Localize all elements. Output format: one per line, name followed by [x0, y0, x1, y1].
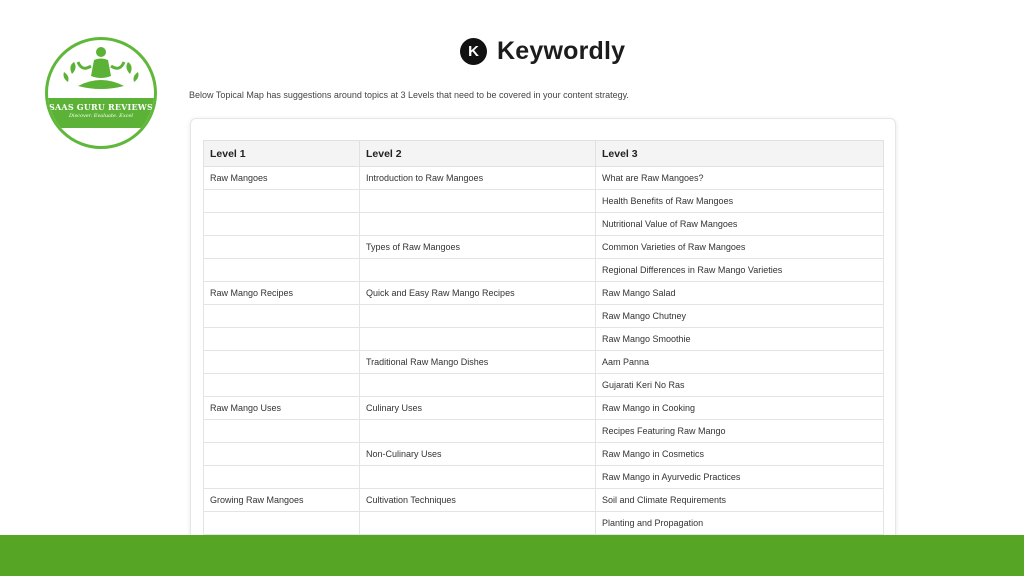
table-row [204, 190, 884, 213]
table-cell-level-3: Aam Panna [596, 351, 884, 374]
table-cell-level-3: What are Raw Mangoes? [596, 167, 884, 190]
table-cell-level-1 [204, 351, 360, 374]
table-cell-level-3: Raw Mango Salad [596, 282, 884, 305]
table-cell-level-2 [360, 466, 596, 489]
table-cell-level-1 [204, 328, 360, 351]
table-row [204, 282, 884, 305]
table-cell-level-1 [204, 259, 360, 282]
table-row [204, 374, 884, 397]
table-row [204, 466, 884, 489]
table-row [204, 397, 884, 420]
table-cell-level-2 [360, 420, 596, 443]
table-cell-level-1 [204, 466, 360, 489]
logo-band [48, 98, 154, 128]
table-cell-level-2: Culinary Uses [360, 397, 596, 420]
table-cell-level-1: Raw Mangoes [204, 167, 360, 190]
intro-text: Below Topical Map has suggestions around topics at 3 Levels that need to be covered in your content strategy. [189, 90, 629, 100]
table-cell-level-3: Planting and Propagation [596, 512, 884, 535]
table-row [204, 305, 884, 328]
table-cell-level-1 [204, 305, 360, 328]
bottom-green-bar [0, 535, 1024, 576]
brand-name: Keywordly [497, 36, 626, 65]
table-cell-level-1 [204, 374, 360, 397]
meditating-person-icon [48, 40, 154, 146]
table-cell-level-3: Raw Mango in Cosmetics [596, 443, 884, 466]
table-cell-level-1 [204, 420, 360, 443]
topical-map-card [190, 118, 896, 560]
table-row [204, 213, 884, 236]
table-cell-level-2 [360, 328, 596, 351]
table-cell-level-3: Gujarati Keri No Ras [596, 374, 884, 397]
table-cell-level-2 [360, 213, 596, 236]
table-cell-level-3: Health Benefits of Raw Mangoes [596, 190, 884, 213]
table-cell-level-3: Raw Mango in Ayurvedic Practices [596, 466, 884, 489]
table-row [204, 420, 884, 443]
topical-map-table [203, 140, 884, 558]
table-cell-level-3: Common Varieties of Raw Mangoes [596, 236, 884, 259]
table-cell-level-1 [204, 443, 360, 466]
table-cell-level-2 [360, 374, 596, 397]
table-cell-level-3: Regional Differences in Raw Mango Varieties [596, 259, 884, 282]
header-level-3: Level 3 [596, 141, 884, 167]
table-row [204, 328, 884, 351]
table-cell-level-3: Recipes Featuring Raw Mango [596, 420, 884, 443]
table-cell-level-2: Types of Raw Mangoes [360, 236, 596, 259]
table-cell-level-2: Traditional Raw Mango Dishes [360, 351, 596, 374]
table-cell-level-2 [360, 512, 596, 535]
table-row [204, 236, 884, 259]
table-cell-level-3: Raw Mango Smoothie [596, 328, 884, 351]
keywordly-brand [460, 36, 625, 66]
table-cell-level-1 [204, 512, 360, 535]
table-cell-level-1: Raw Mango Recipes [204, 282, 360, 305]
logo-title: SAAS GURU REVIEWS [49, 102, 153, 112]
table-row [204, 512, 884, 535]
table-cell-level-1 [204, 236, 360, 259]
table-cell-level-2 [360, 305, 596, 328]
table-cell-level-2: Cultivation Techniques [360, 489, 596, 512]
table-row [204, 259, 884, 282]
table-cell-level-3: Soil and Climate Requirements [596, 489, 884, 512]
table-cell-level-2 [360, 190, 596, 213]
table-cell-level-3: Raw Mango in Cooking [596, 397, 884, 420]
table-cell-level-3: Nutritional Value of Raw Mangoes [596, 213, 884, 236]
keywordly-logo-icon: K [460, 38, 487, 65]
table-cell-level-2: Quick and Easy Raw Mango Recipes [360, 282, 596, 305]
header-level-2: Level 2 [360, 141, 596, 167]
table-cell-level-2: Introduction to Raw Mangoes [360, 167, 596, 190]
table-header-row [204, 141, 884, 167]
table-cell-level-3: Raw Mango Chutney [596, 305, 884, 328]
logo-tagline: Discover. Evaluate. Excel [68, 113, 134, 119]
table-cell-level-1: Growing Raw Mangoes [204, 489, 360, 512]
table-row [204, 351, 884, 374]
table-cell-level-1 [204, 190, 360, 213]
header-level-1: Level 1 [204, 141, 360, 167]
table-cell-level-1: Raw Mango Uses [204, 397, 360, 420]
saas-guru-logo [45, 37, 157, 149]
table-cell-level-2: Non-Culinary Uses [360, 443, 596, 466]
table-cell-level-1 [204, 213, 360, 236]
table-row [204, 489, 884, 512]
table-row [204, 167, 884, 190]
table-cell-level-2 [360, 259, 596, 282]
table-row [204, 443, 884, 466]
